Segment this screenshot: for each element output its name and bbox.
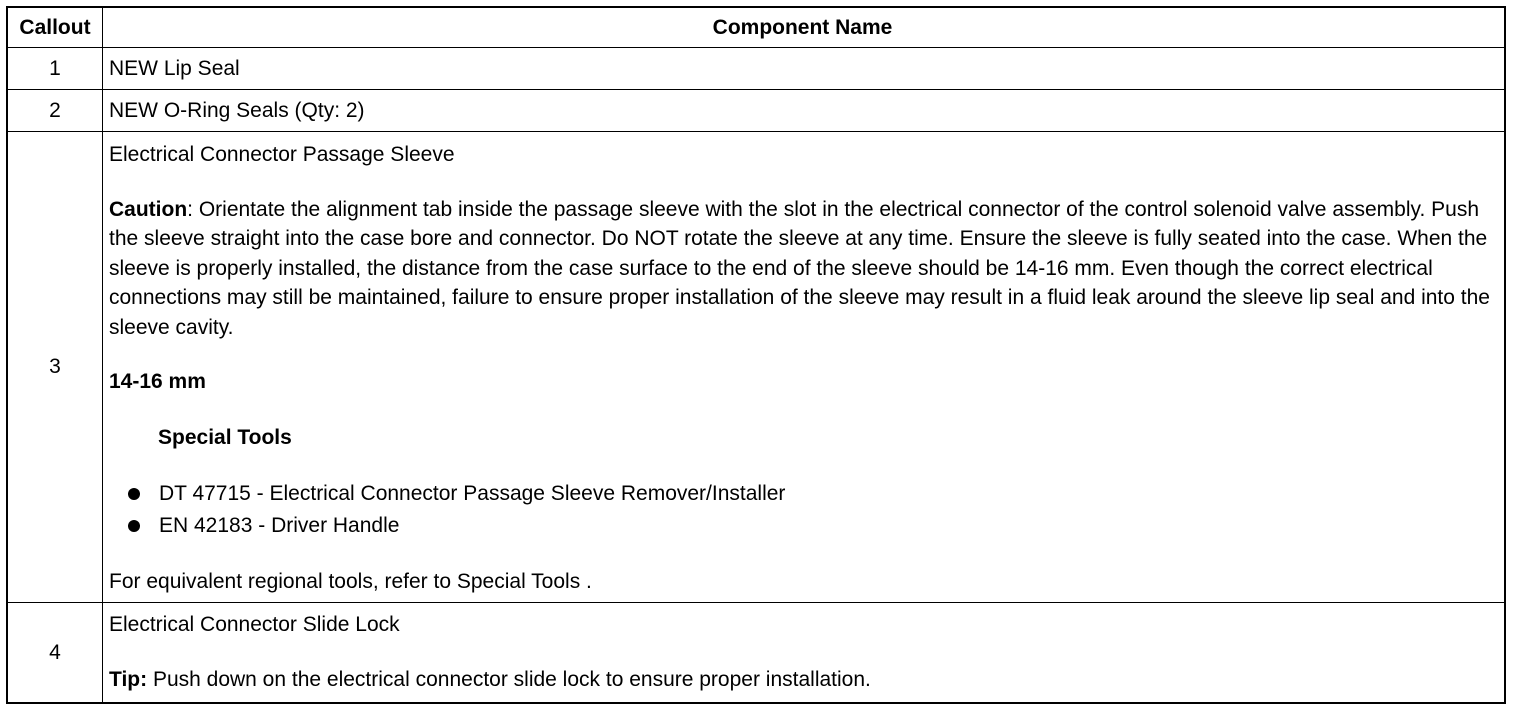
special-tool-label: EN 42183 - Driver Handle xyxy=(159,514,400,537)
table-row xyxy=(8,48,1504,90)
callout-number: 1 xyxy=(8,48,103,89)
list-item xyxy=(109,478,1496,510)
caution-note xyxy=(109,195,1496,343)
tip-label: Tip: xyxy=(109,667,148,691)
component-name-cell xyxy=(103,132,1504,602)
table-row xyxy=(8,132,1504,603)
callout-number: 3 xyxy=(8,132,103,602)
component-name: NEW Lip Seal xyxy=(109,56,240,80)
dimension-spec: 14-16 mm xyxy=(109,370,206,393)
table-row xyxy=(8,90,1504,132)
callout-number: 2 xyxy=(8,90,103,131)
table-header-row xyxy=(8,8,1504,48)
component-name-cell xyxy=(103,90,1504,131)
special-tools-list xyxy=(109,478,1496,542)
component-name: NEW O-Ring Seals (Qty: 2) xyxy=(109,98,365,122)
caution-label: Caution xyxy=(109,197,188,221)
tip-note xyxy=(109,665,1496,695)
list-item xyxy=(109,510,1496,542)
component-name-column-header xyxy=(103,8,1504,47)
component-name: Electrical Connector Passage Sleeve xyxy=(109,143,455,166)
tip-text: Push down on the electrical connector slide lock to ensure proper installation. xyxy=(147,667,871,691)
caution-text: : Orientate the alignment tab inside the passage sleeve with the slot in the electrical connector of the control solenoid valve assembly. Push the sleeve straight into the case bore and connector. Do NOT rotate the sleeve at any time. Ensure the sleeve is fully seated into the case. When the sleeve is properly installed, the distance from the case surface to the end of the sleeve should be 14-16 mm. Even though the correct electrical connections may still be maintained, failure to ensure proper installation of the sleeve may result in a fluid leak around the sleeve lip seal and into the sleeve cavity. xyxy=(109,197,1490,339)
component-name: Electrical Connector Slide Lock xyxy=(109,613,400,636)
bullet-icon xyxy=(128,488,140,500)
regional-tools-note: For equivalent regional tools, refer to Special Tools . xyxy=(109,570,592,593)
component-name-header-label: Component Name xyxy=(712,15,893,39)
bullet-icon xyxy=(128,520,140,532)
special-tools-heading: Special Tools xyxy=(158,425,292,449)
component-name-cell xyxy=(103,603,1504,702)
component-table xyxy=(6,6,1506,704)
callout-column-header: Callout xyxy=(8,8,103,47)
table-row xyxy=(8,603,1504,702)
callout-number: 4 xyxy=(8,603,103,702)
special-tool-label: DT 47715 - Electrical Connector Passage Sleeve Remover/Installer xyxy=(159,482,786,505)
component-name-cell xyxy=(103,48,1504,89)
